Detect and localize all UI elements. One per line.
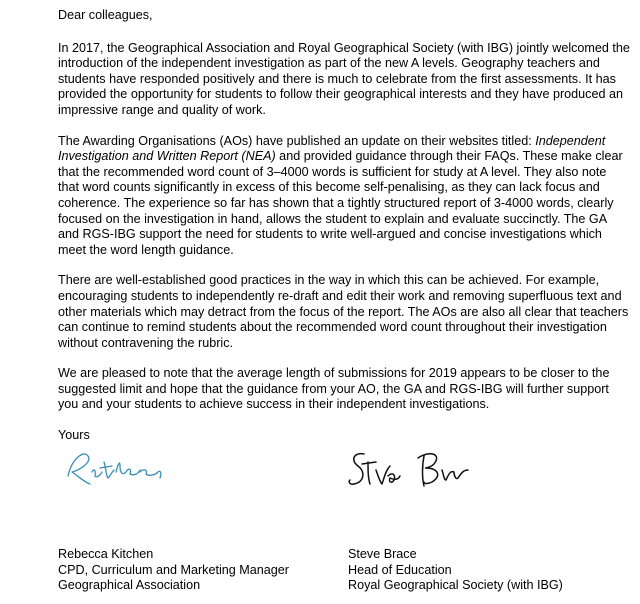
signatory-organisation: Geographical Association xyxy=(58,578,201,593)
paragraph-2-start: The Awarding Organisations (AOs) have published an update on their websites titled: xyxy=(58,133,536,148)
paragraph-1: In 2017, the Geographical Association and Royal Geographical Society (with IBG) jointly welcomed the introduction of the independent investigation as part of the new A levels. Geography teachers and students have responded positively and there is much to celebrate from the first assessments. It has provided the opportunity for students to follow their geographical interests and they have produced an impressive range and quality of work. xyxy=(58,40,630,117)
report-title: Independent Investigation and Written Report (NEA) xyxy=(58,133,606,164)
signatory-role: CPD, Curriculum and Marketing Manager xyxy=(58,562,289,577)
signatory-name: Rebecca Kitchen xyxy=(58,547,154,561)
paragraph-2-end: and provided guidance through their FAQs. These make clear that the recommended word count of 3–4000 words is sufficient for study at A level. They also note that word counts significantly in excess of this become self-penalising, as they can lack focus and coherence. The experience so far has shown that a tightly structured report of 3-4000 words, clearly focused on the investigation in hand, allows the student to explain and evaluate succinctly. The GA and RGS-IBG support the need for students to write well-argued and concise investigations which meet the word length guidance. xyxy=(58,149,623,257)
signatory-name: Steve Brace xyxy=(348,547,417,561)
paragraph-2 xyxy=(58,134,630,259)
closing: Yours xyxy=(58,428,90,443)
signature-steve-brace xyxy=(346,440,486,502)
signatory-role: Head of Education xyxy=(348,562,452,577)
signatory-left xyxy=(58,547,289,594)
salutation: Dear colleagues, xyxy=(58,8,153,22)
signatory-right xyxy=(348,547,563,594)
signatory-organisation: Royal Geographical Society (with IBG) xyxy=(348,578,563,593)
paragraph-3: There are well-established good practices in the way in which this can be achieved. For example, encouraging students to independently re-draft and edit their work and removing superfluous text and other materials which may detract from the focus of the report. The AOs are also all clear that teachers can continue to remind students about the recommended word count throughout their investigation without contravening the rubric. xyxy=(58,273,629,350)
letter-body xyxy=(58,8,630,444)
signature-rebecca-kitchen xyxy=(62,446,172,496)
paragraph-4: We are pleased to note that the average length of submissions for 2019 appears to be closer to the suggested limit and hope that the guidance from your AO, the GA and RGS-IBG will further support you and your students to achieve success in their independent investigations. xyxy=(58,366,610,412)
